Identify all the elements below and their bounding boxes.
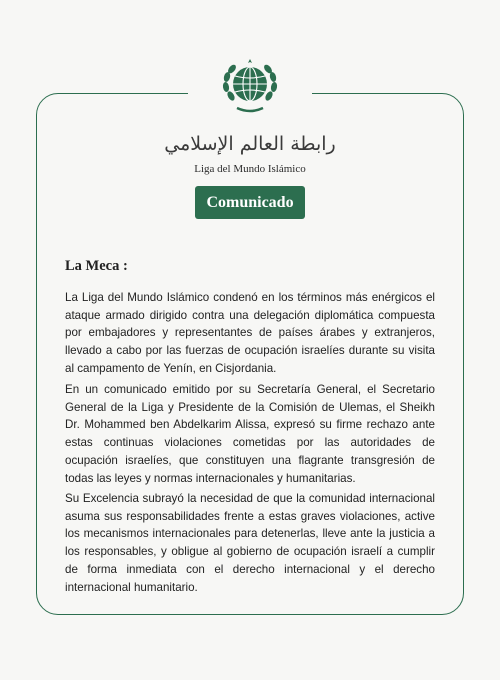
body-paragraph-3: Su Excelencia subrayó la necesidad de que la comunidad internacional asuma sus responsabilidades frente a estas graves violaciones, active los mecanismos internacionales para detenerlas, lleve ante la justicia a los responsables, y obligue al gobierno de ocupación israelí a cumplir de forma inmediata con el derecho internacional y el derecho internacional humanitario. (65, 492, 435, 594)
body-paragraph-1: La Liga del Mundo Islámico condenó en los términos más enérgicos el ataque armado dirigido contra una delegación diplomática compuesta por embajadores y representantes de países árabes y extranjeros, llevado a cabo por las fuerzas de ocupación israelíes durante su visita al campamento de Yenín, en Cisjordania. (65, 291, 435, 375)
organization-arabic-name: رابطة العالم الإسلامي (164, 133, 336, 155)
document-type-banner (195, 186, 305, 219)
dateline-place: La Meca : (65, 258, 128, 274)
globe-emblem-icon (220, 56, 280, 116)
body-paragraph-2: En un comunicado emitido por su Secretaría General, el Secretario General de la Liga y Presidente de la Comisión de Ulemas, el Sheikh Dr. Mohammed ben Abdelkarim Alissa, expresó su firme rechazo ante estas continuas violaciones cometidas por las autoridades de ocupación israelíes, que constituyen una flagrante transgresión de todas las leyes y normas internacionales y humanitarias. (65, 383, 435, 485)
document-type-label: Comunicado (206, 193, 294, 211)
organization-name: Liga del Mundo Islámico (194, 163, 306, 175)
